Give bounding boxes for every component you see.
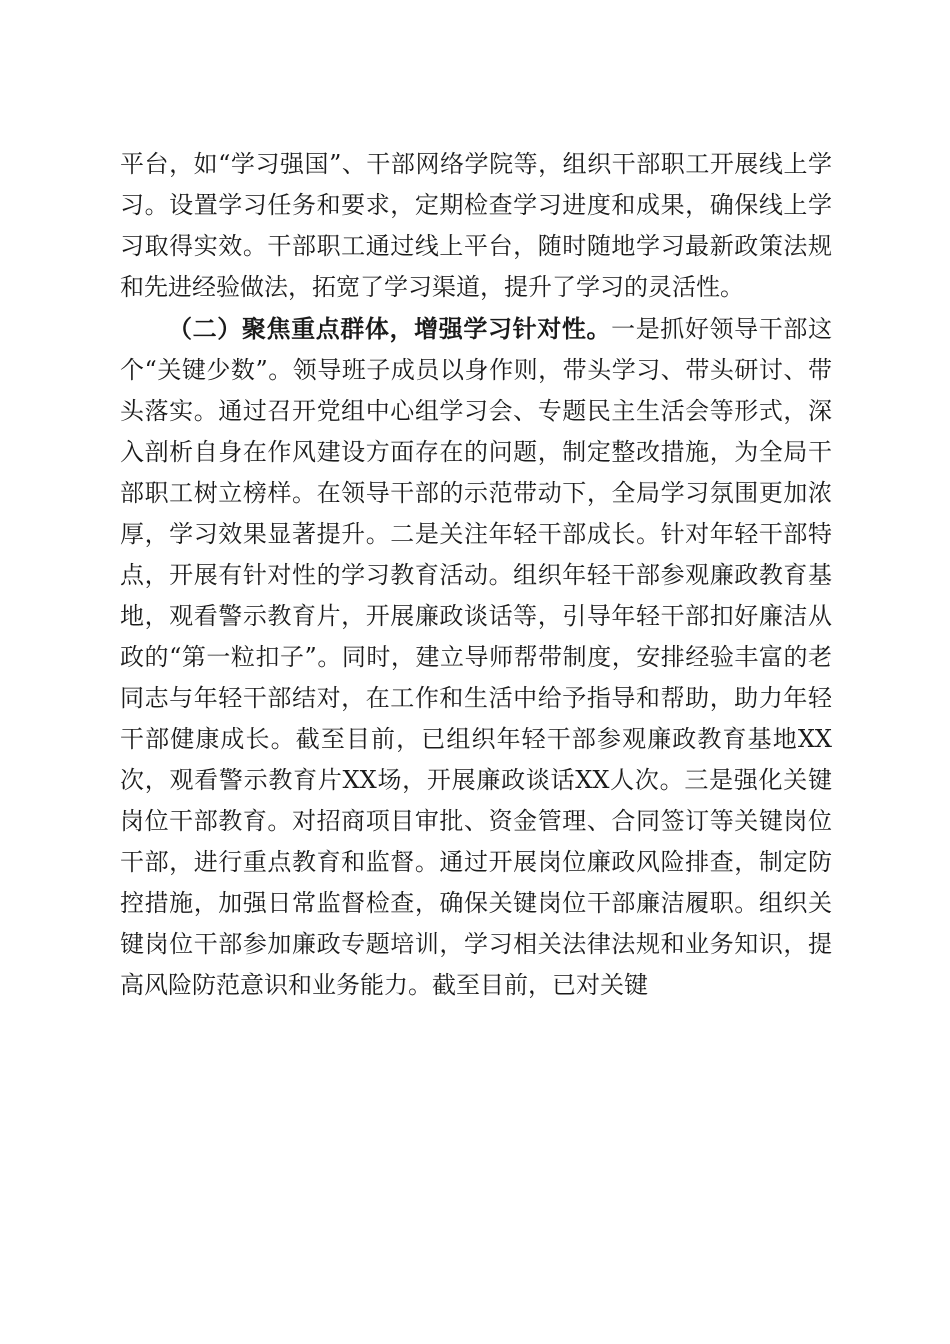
document-body [120,144,832,1006]
paragraph-section-two [120,308,832,1006]
paragraph-continued: 平台，如“学习强国”、干部网络学院等，组织干部职工开展线上学习。设置学习任务和要求，定期检查学习进度和成果，确保线上学习取得实效。干部职工通过线上平台，随时随地学习最新政策法规和先进经验做法，拓宽了学习渠道，提升了学习的灵活性。 [120,150,832,301]
section-heading: （二）聚焦重点群体，增强学习针对性。 [168,314,612,343]
section-body: 一是抓好领导干部这个“关键少数”。领导班子成员以身作则，带头学习、带头研讨、带头落实。通过召开党组中心组学习会、专题民主生活会等形式，深入剖析自身在作风建设方面存在的问题，制定整改措施，为全局干部职工树立榜样。在领导干部的示范带动下，全局学习氛围更加浓厚，学习效果显著提升。二是关注年轻干部成长。针对年轻干部特点，开展有针对性的学习教育活动。组织年轻干部参观廉政教育基地，观看警示教育片，开展廉政谈话等，引导年轻干部扣好廉洁从政的“第一粒扣子”。同时，建立导师帮带制度，安排经验丰富的老同志与年轻干部结对，在工作和生活中给予指导和帮助，助力年轻干部健康成长。截至目前，已组织年轻干部参观廉政教育基地XX次，观看警示教育片XX场，开展廉政谈话XX人次。三是强化关键岗位干部教育。对招商项目审批、资金管理、合同签订等关键岗位干部，进行重点教育和监督。通过开展岗位廉政风险排查，制定防控措施，加强日常监督检查，确保关键岗位干部廉洁履职。组织关键岗位干部参加廉政专题培训，学习相关法律法规和业务知识，提高风险防范意识和业务能力。截至目前，已对关键 [120,315,833,999]
